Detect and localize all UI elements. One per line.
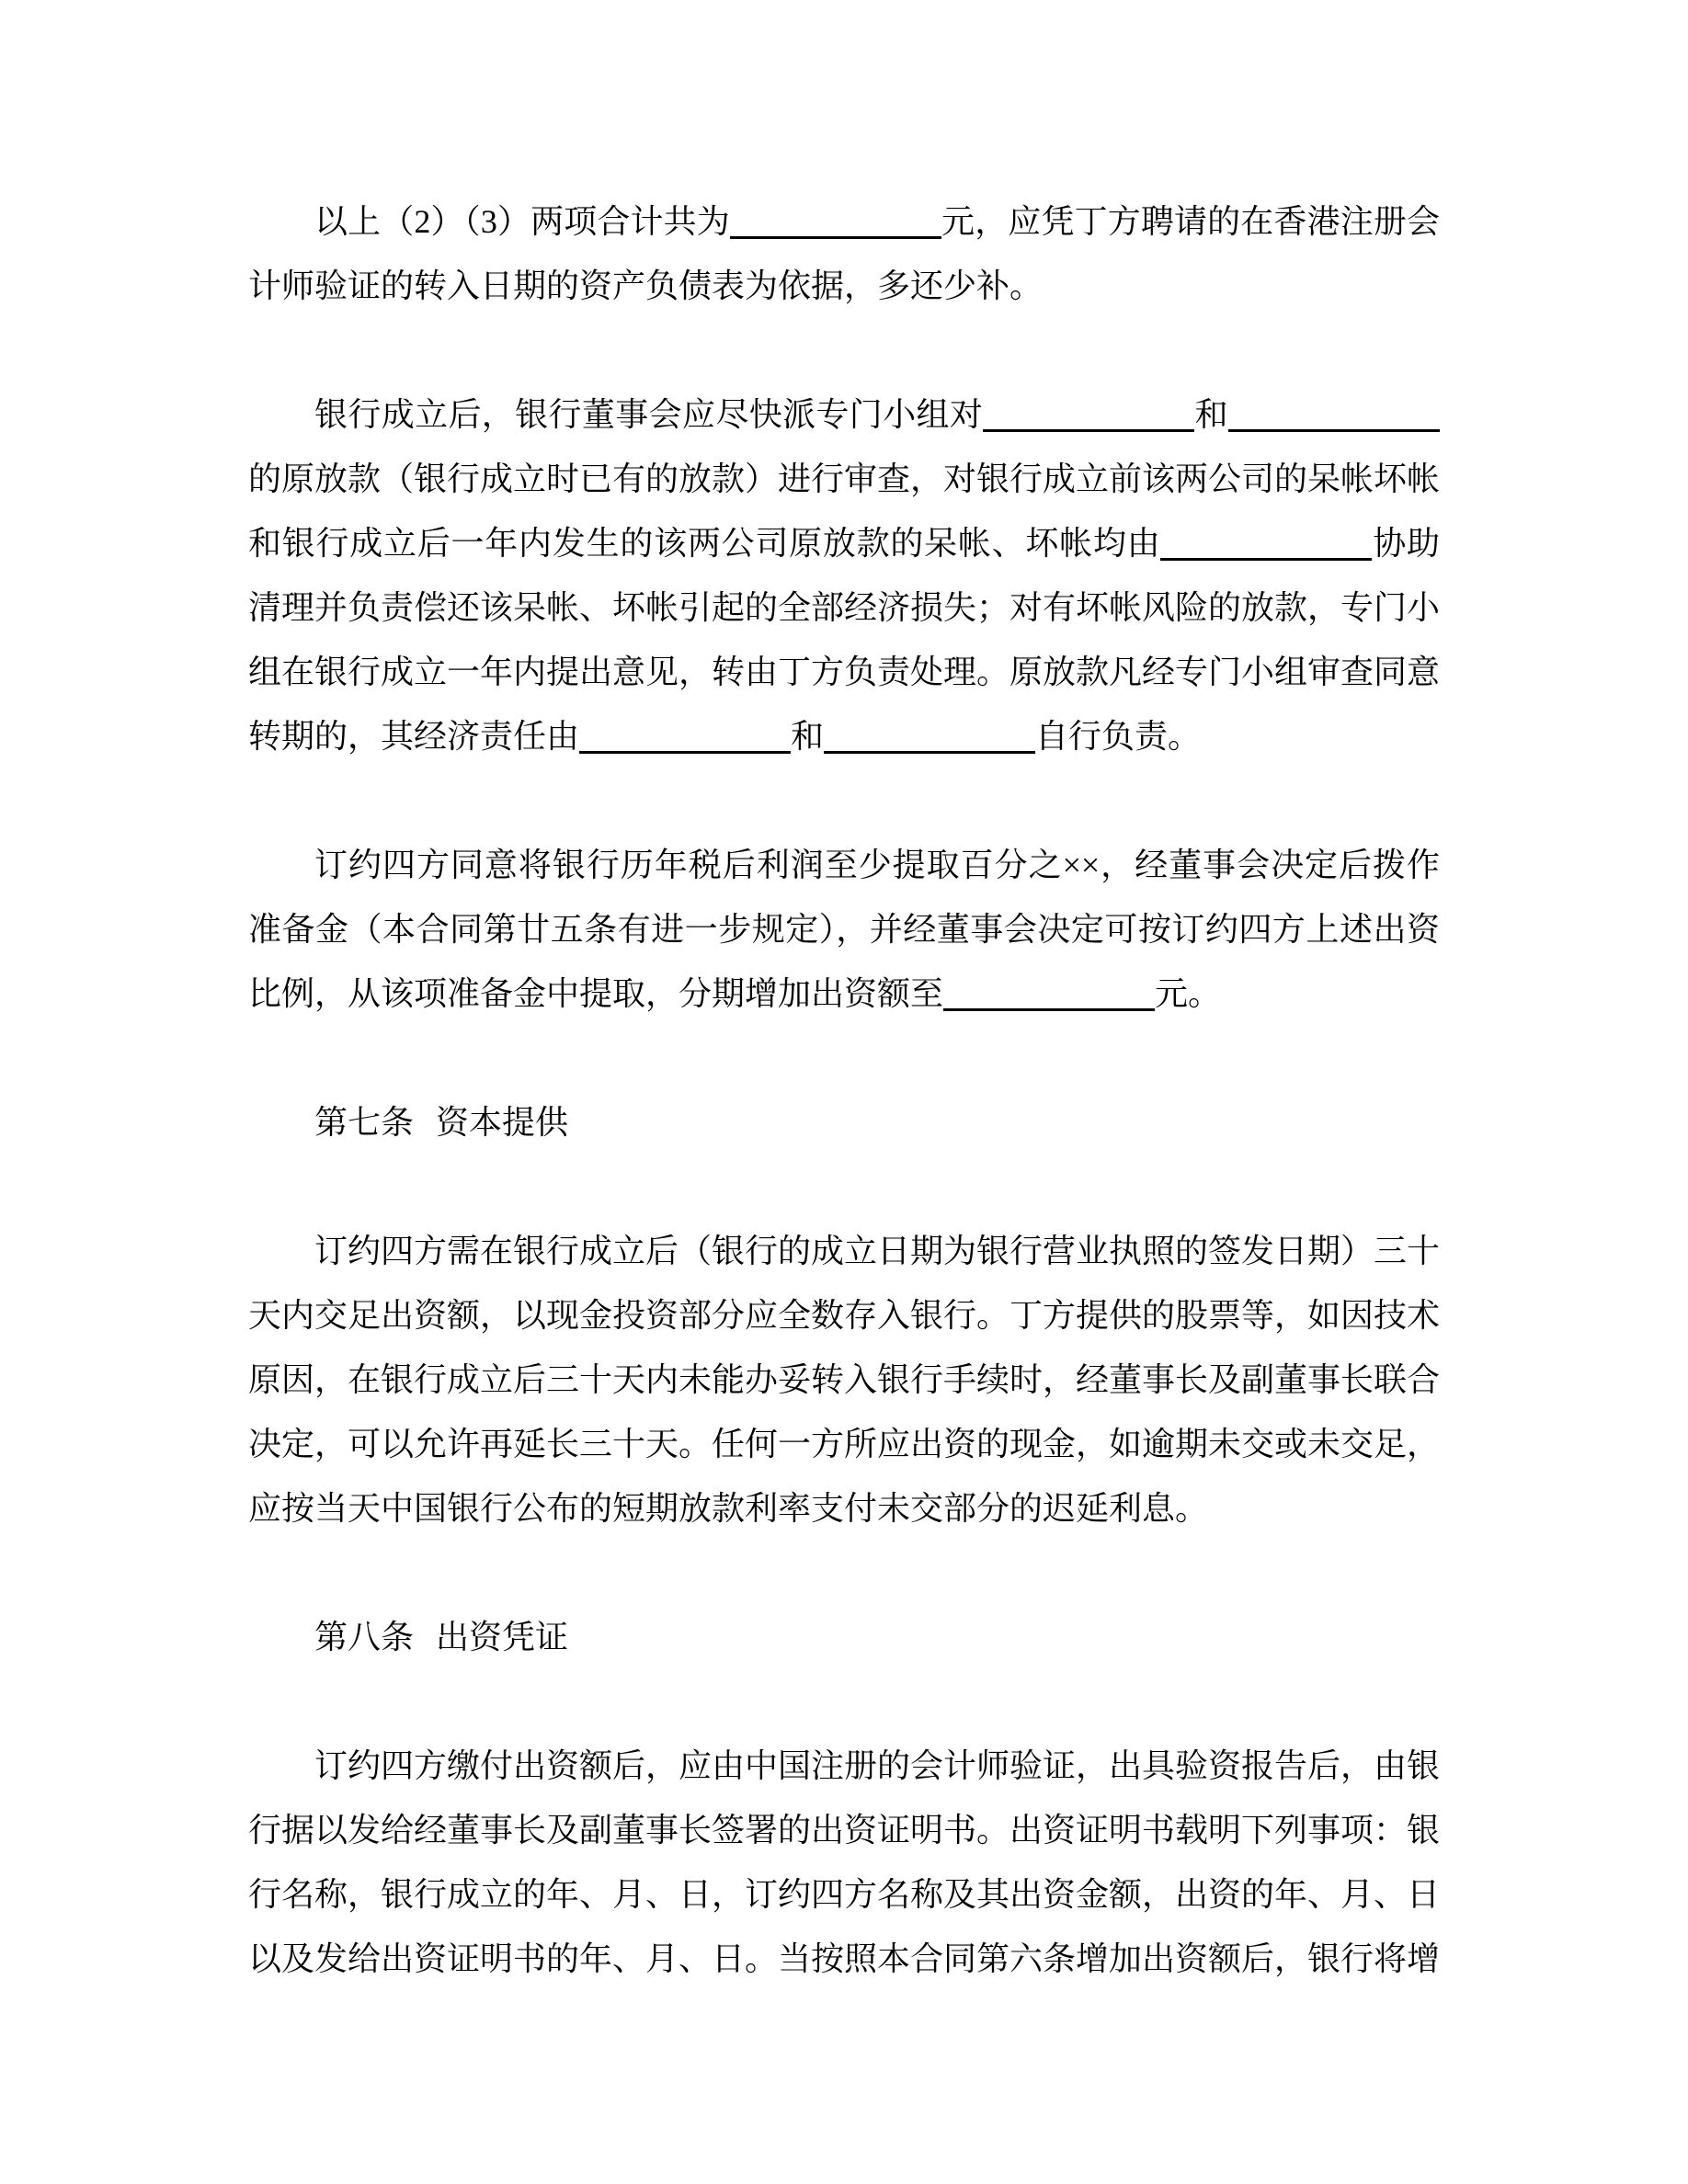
fill-in-blank-line — [1228, 429, 1440, 432]
document-body — [248, 189, 1440, 2055]
fill-in-blank-line — [983, 429, 1194, 432]
article-title: 资本提供 — [436, 1104, 569, 1141]
fill-in-blank-line — [943, 1008, 1155, 1011]
text-run: 银行成立后，银行董事会应尽快派专门小组对 — [314, 396, 984, 433]
text-run: 和 — [1194, 396, 1228, 433]
text-run: 和 — [791, 718, 825, 755]
article-number: 第八条 — [314, 1619, 415, 1655]
text-run: 自行负责。 — [1035, 718, 1202, 755]
fill-in-blank-line — [730, 236, 941, 239]
article-heading-7 — [248, 1090, 1440, 1155]
text-run: 元，应凭丁方聘请的在香港注册会计师验证的转入日期的资产负债表为依据，多还少补。 — [248, 203, 1440, 304]
paragraph-capital-certificate — [248, 1734, 1440, 1991]
article-title: 出资凭证 — [436, 1619, 569, 1655]
text-run: 订约四方同意将银行历年税后利润至少提取百分之××，经董事会决定后拨作准备金（本合同第廿五条有进一步规定），并经董事会决定可按订约四方上述出资比例，从该项准备金中提取，分期增加出资额至 — [248, 847, 1440, 1012]
paragraph-loan-review — [248, 382, 1440, 768]
text-run: 协助清理并负责偿还该呆帐、坏帐引起的全部经济损失；对有坏帐风险的放款，专门小组在银行成立一年内提出意见，转由丁方负责处理。原放款凡经专门小组审查同意转期的，其经济责任由 — [248, 525, 1441, 755]
fill-in-blank-line — [1160, 558, 1372, 561]
text-run: 订约四方缴付出资额后，应由中国注册的会计师验证，出具验资报告后，由银行据以发给经董事长及副董事长签署的出资证明书。出资证明书载明下列事项：银行名称，银行成立的年、月、日，订约四方名称及其出资金额，出资的年、月、日以及发给出资证明书的年、月、日。当按照本合同第六条增加出资额后，银行将增 — [248, 1747, 1441, 1977]
fill-in-blank-line — [579, 751, 791, 754]
paragraph-capital-provision — [248, 1219, 1440, 1541]
paragraph-reserve-fund — [248, 833, 1440, 1026]
article-heading-8 — [248, 1605, 1440, 1669]
text-run: 的原放款（银行成立时已有的放款）进行审查，对银行成立前该两公司的呆帐坏帐和银行成立后一年内发生的该两公司原放款的呆帐、坏帐均由 — [248, 461, 1441, 562]
text-run: 以上（2）（3）两项合计共为 — [314, 203, 730, 240]
text-run: 元。 — [1155, 975, 1222, 1012]
article-number: 第七条 — [314, 1104, 415, 1141]
text-run: 订约四方需在银行成立后（银行的成立日期为银行营业执照的签发日期）三十天内交足出资额，以现金投资部分应全数存入银行。丁方提供的股票等，如因技术原因，在银行成立后三十天内未能办妥转入银行手续时，经董事长及副董事长联合决定，可以允许再延长三十天。任何一方所应出资的现金，如逾期未交或未交足，应按当天中国银行公布的短期放款利率支付未交部分的迟延利息。 — [248, 1233, 1441, 1527]
paragraph-total-amount — [248, 189, 1440, 318]
fill-in-blank-line — [824, 751, 1035, 754]
